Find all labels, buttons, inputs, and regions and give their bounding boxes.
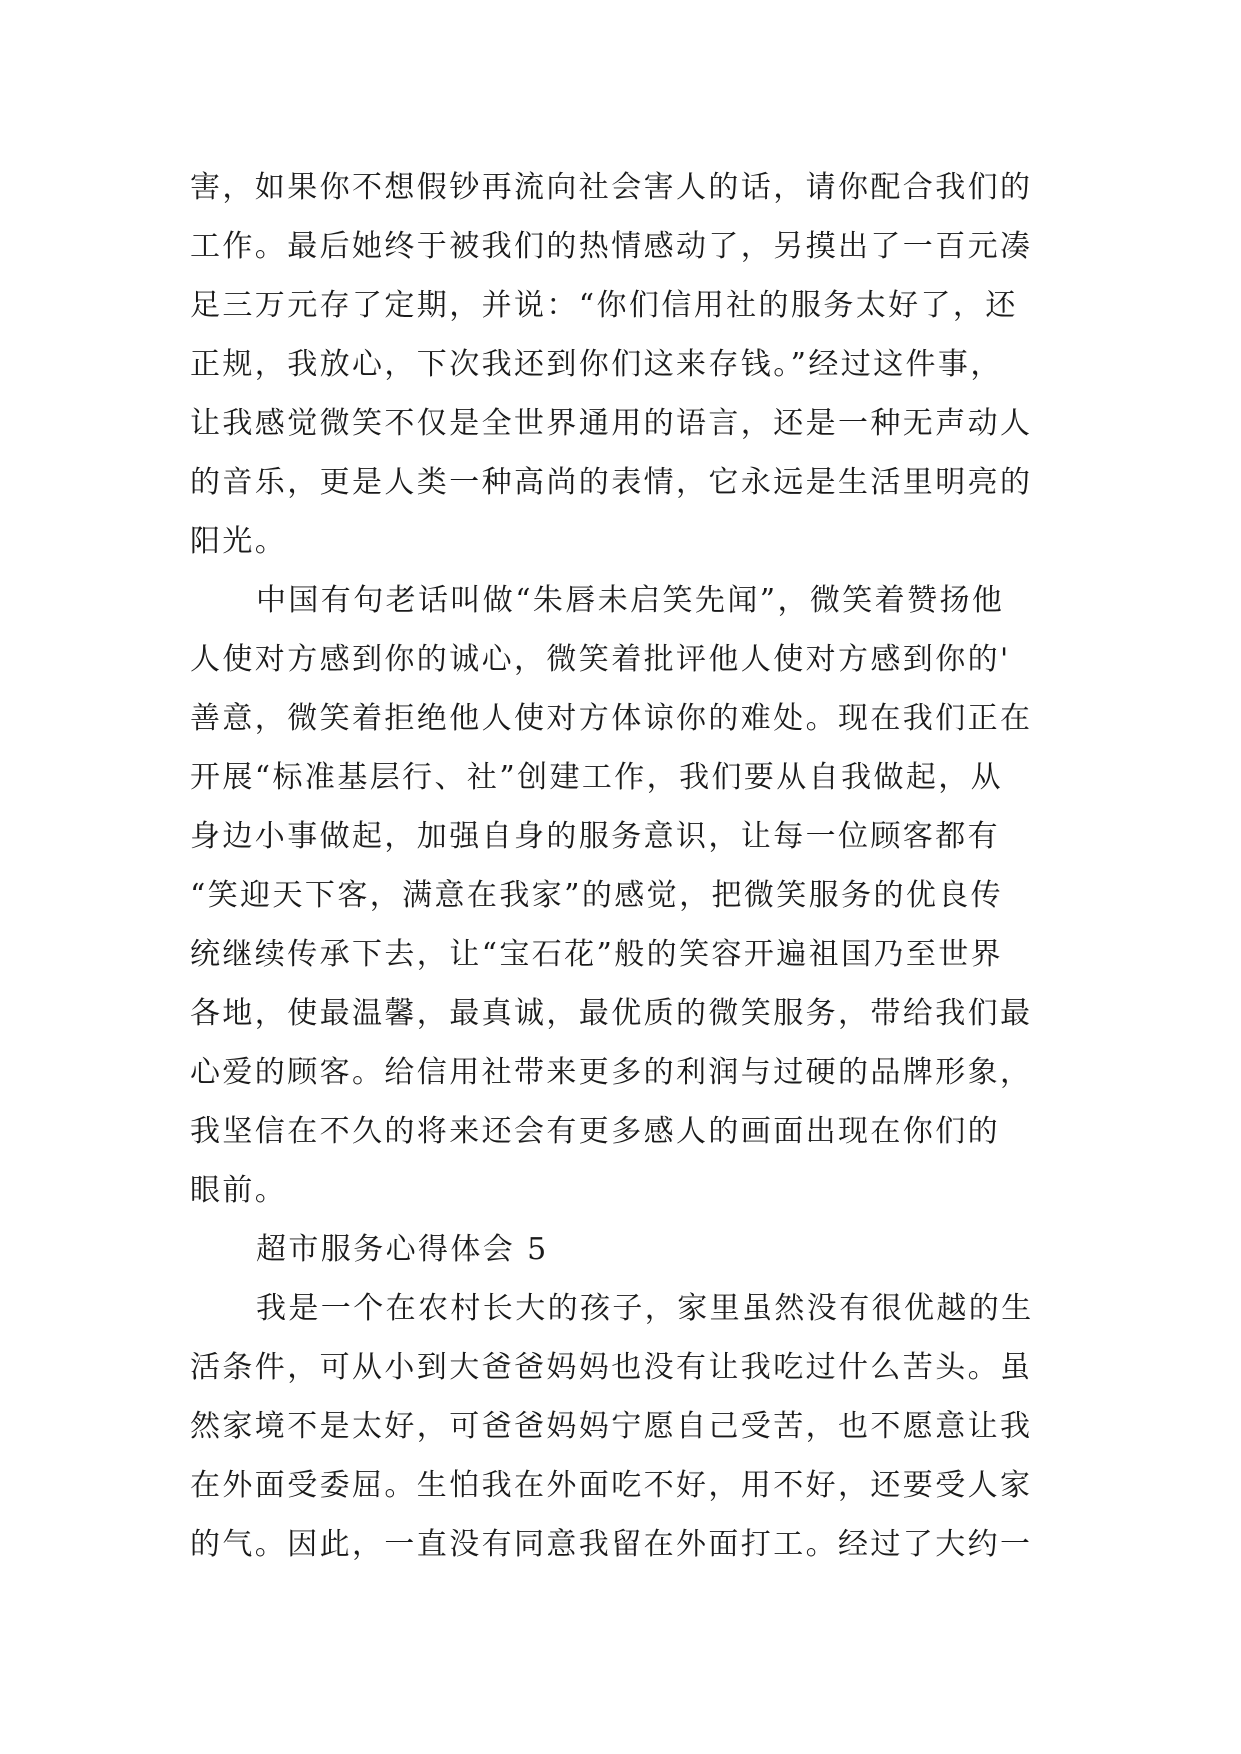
text-line: 正规，我放心，下次我还到你们这来存钱。”经过这件事， [190, 347, 1003, 382]
text-line: 害，如果你不想假钞再流向社会害人的话，请你配合我们的 [190, 170, 1033, 205]
text-line: “笑迎天下客，满意在我家”的感觉，把微笑服务的优良传 [190, 878, 1004, 913]
text-line: 善意，微笑着拒绝他人使对方体谅你的难处。现在我们正在 [190, 701, 1033, 736]
paragraph-start-line: 中国有句老话叫做“朱唇未启笑先闻”，微笑着赞扬他 [256, 583, 1005, 618]
text-line: 统继续传承下去，让“宝石花”般的笑容开遍祖国乃至世界 [190, 937, 1004, 972]
body-text [190, 158, 1070, 1574]
text-line: 活条件，可从小到大爸爸妈妈也没有让我吃过什么苦头。虽 [190, 1350, 1033, 1385]
text-line: 开展“标准基层行、社”创建工作，我们要从自我做起，从 [190, 760, 1004, 795]
text-line: 我坚信在不久的将来还会有更多感人的画面出现在你们的 [190, 1114, 1000, 1149]
text-line: 的音乐，更是人类一种高尚的表情，它永远是生活里明亮的 [190, 465, 1033, 500]
text-line: 在外面受委屈。生怕我在外面吃不好，用不好，还要受人家 [190, 1468, 1033, 1503]
text-line: 心爱的顾客。给信用社带来更多的利润与过硬的品牌形象， [190, 1055, 1033, 1090]
paragraph-start-line: 我是一个在农村长大的孩子，家里虽然没有很优越的生 [256, 1291, 1034, 1326]
text-line: 足三万元存了定期，并说：“你们信用社的服务太好了，还 [190, 288, 1018, 323]
text-line: 然家境不是太好，可爸爸妈妈宁愿自己受苦，也不愿意让我 [190, 1409, 1033, 1444]
text-line: 身边小事做起，加强自身的服务意识，让每一位顾客都有 [190, 819, 1000, 854]
text-line: 人使对方感到你的诚心，微笑着批评他人使对方感到你的' [190, 642, 1011, 677]
text-line: 各地，使最温馨，最真诚，最优质的微笑服务，带给我们最 [190, 996, 1033, 1031]
section-heading: 超市服务心得体会 5 [256, 1232, 549, 1267]
text-line: 工作。最后她终于被我们的热情感动了，另摸出了一百元凑 [190, 229, 1033, 264]
text-line: 眼前。 [190, 1173, 288, 1208]
text-line: 阳光。 [190, 524, 288, 559]
text-line: 让我感觉微笑不仅是全世界通用的语言，还是一种无声动人 [190, 406, 1033, 441]
text-line: 的气。因此，一直没有同意我留在外面打工。经过了大约一 [190, 1527, 1033, 1562]
